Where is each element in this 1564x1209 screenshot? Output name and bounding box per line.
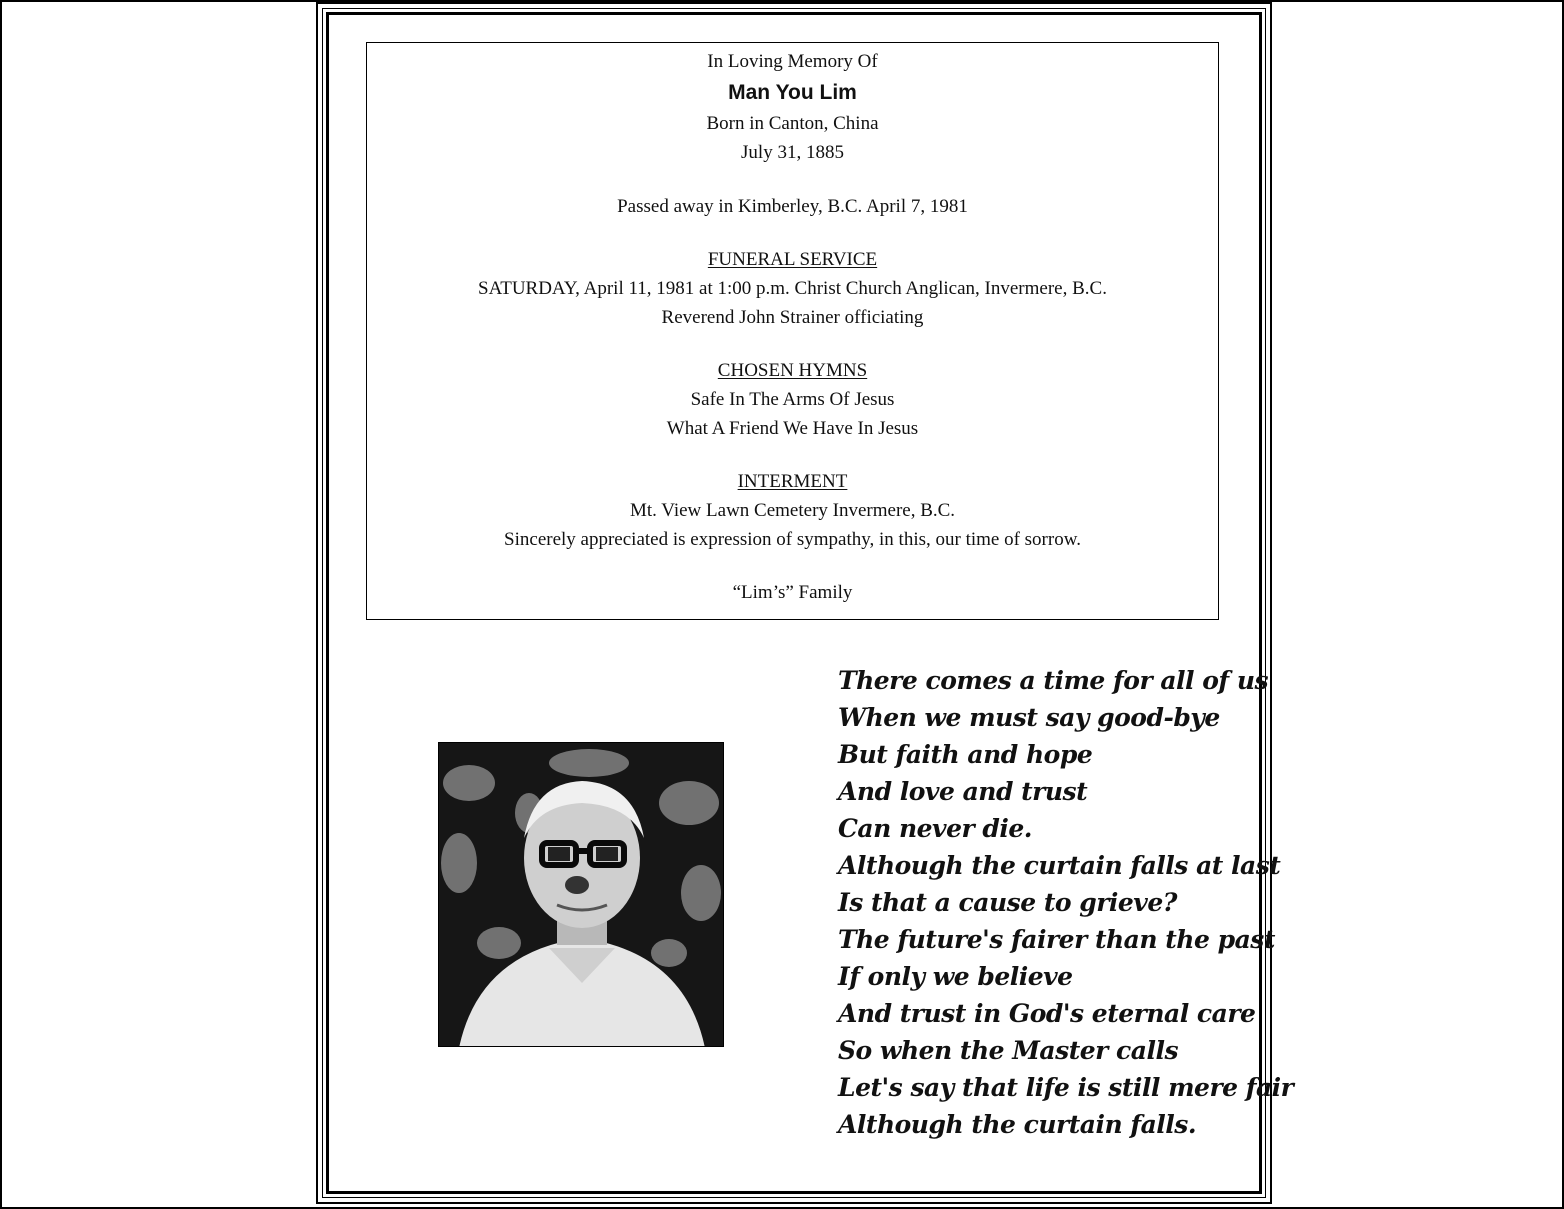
officiant-text: Reverend John Strainer officiating: [661, 307, 924, 328]
poem-line: When we must say good-bye: [838, 703, 1220, 732]
passed-away-text: Passed away in Kimberley, B.C. April 7, 1981: [617, 196, 968, 217]
poem-line: If only we believe: [838, 962, 1073, 991]
family-signature: “Lim’s” Family: [732, 582, 853, 603]
birthdate-text: July 31, 1885: [741, 142, 844, 163]
poem-line: Let's say that life is still mere fair: [838, 1073, 1294, 1102]
portrait-photo-icon: [438, 742, 724, 1047]
deceased-name: Man You Lim: [728, 81, 857, 104]
poem-line: And trust in God's eternal care: [838, 999, 1256, 1028]
memorial-poem: [838, 662, 1294, 1143]
poem-line: So when the Master calls: [838, 1036, 1179, 1065]
hymn-item: What A Friend We Have In Jesus: [666, 418, 919, 439]
funeral-time-place: SATURDAY, April 11, 1981 at 1:00 p.m. Christ Church Anglican, Invermere, B.C.: [478, 278, 1107, 299]
poem-line: There comes a time for all of us: [838, 666, 1269, 695]
interment-heading: INTERMENT: [737, 471, 848, 492]
poem-line: Is that a cause to grieve?: [838, 888, 1177, 917]
poem-line: And love and trust: [838, 777, 1088, 806]
poem-line: Can never die.: [838, 814, 1032, 843]
cemetery-text: Mt. View Lawn Cemetery Invermere, B.C.: [629, 500, 956, 521]
thanks-text: Sincerely appreciated is expression of sympathy, in this, our time of sorrow.: [504, 529, 1081, 550]
poem-line: The future's fairer than the past: [838, 925, 1275, 954]
poem-line: Although the curtain falls at last: [838, 851, 1281, 880]
chosen-hymns-heading: CHOSEN HYMNS: [717, 360, 868, 381]
hymn-item: Safe In The Arms Of Jesus: [690, 389, 895, 410]
intro-text: In Loving Memory Of: [707, 51, 878, 72]
poem-line: But faith and hope: [838, 740, 1093, 769]
funeral-service-heading: FUNERAL SERVICE: [707, 249, 878, 270]
poem-line: Although the curtain falls.: [838, 1110, 1197, 1139]
service-info-box: [366, 42, 1219, 620]
birthplace-text: Born in Canton, China: [706, 113, 879, 134]
